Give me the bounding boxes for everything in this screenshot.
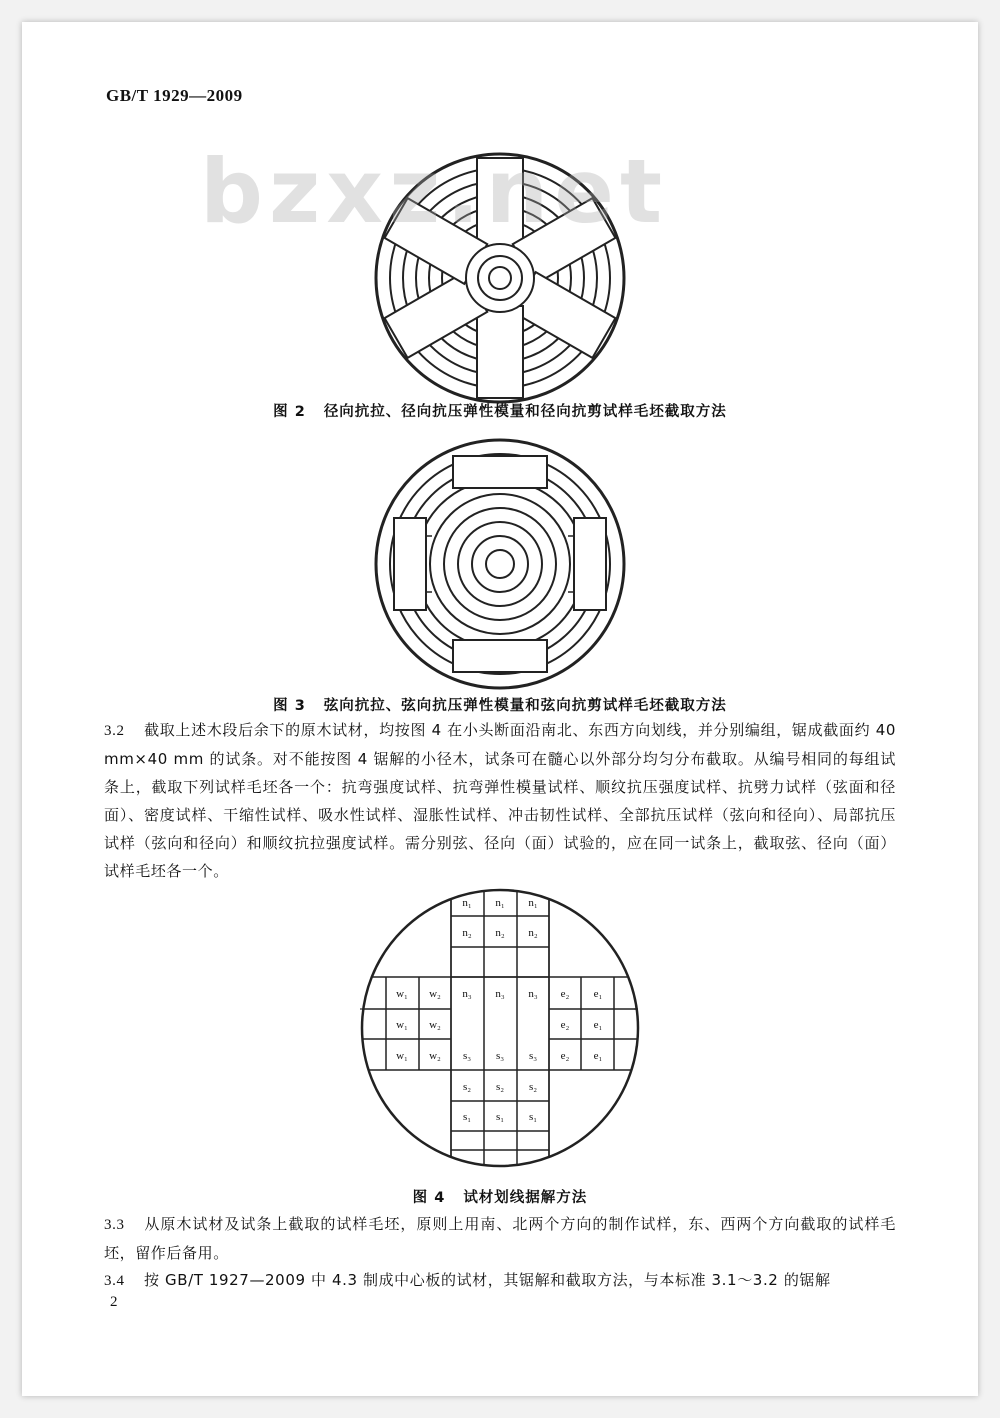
label-w2-c: w₂	[429, 1050, 441, 1062]
figure-2-caption	[22, 400, 978, 421]
label-s3-a: s₃	[462, 1050, 472, 1062]
figure-4-title: 试材划线据解方法	[463, 1190, 588, 1206]
label-n3-c: n₃	[528, 988, 538, 1000]
figure-4-caption	[22, 1186, 978, 1207]
label-n3-a: n₃	[462, 988, 472, 1000]
label-e1-a: e₁	[593, 988, 603, 1000]
figure-2-diagram	[360, 150, 640, 406]
document-page	[22, 22, 978, 1396]
figure-4-diagram	[360, 888, 640, 1168]
section-3-2-number: 3.2	[104, 723, 125, 739]
label-s1-b: s₁	[495, 1111, 505, 1123]
label-w2-a: w₂	[429, 988, 441, 1000]
section-3-3-paragraph	[104, 1210, 896, 1267]
label-e2-a: e₂	[560, 988, 570, 1000]
label-w1-c: w₁	[396, 1050, 408, 1062]
label-n1-a: n₁	[462, 897, 472, 909]
label-w2-b: w₂	[429, 1019, 441, 1031]
figure-2-title: 径向抗拉、径向抗压弹性模量和径向抗剪试样毛坯截取方法	[323, 404, 727, 420]
label-s2-b: s₂	[495, 1081, 505, 1093]
section-3-2-text: 截取上述木段后余下的原木试材，均按图 4 在小头断面沿南北、东西方向划线，并分别编组，锯成截面约 40 mm×40 mm 的试条。对不能按图 4 锯解的小径木，试条可在髓心以外部分均匀分布截取。从编号相同的每组试条上，截取下列试样毛坯各一个：抗弯强度试样、抗弯弹性模量试样、顺纹抗压强度试样、抗劈力试样（弦面和径面）、密度试样、干缩性试样、吸水性试样、湿胀性试样、冲击韧性试样、全部抗压试样（弦向和径向）、局部抗压试样（弦向和径向）和顺纹抗拉强度试样。需分别弦、径向（面）试验的，应在同一试条上，截取弦、径向（面）试样毛坯各一个。	[104, 721, 896, 880]
label-n2-c: n₂	[528, 927, 538, 939]
label-n2-b: n₂	[495, 927, 505, 939]
label-s2-c: s₂	[528, 1081, 538, 1093]
figure-3-title: 弦向抗拉、弦向抗压弹性模量和弦向抗剪试样毛坯截取方法	[323, 698, 727, 714]
label-n1-c: n₁	[528, 897, 538, 909]
label-w1-b: w₁	[396, 1019, 408, 1031]
figure-2-number: 图 2	[273, 404, 306, 420]
watermark: bzxz.net	[200, 140, 669, 243]
label-s1-c: s₁	[528, 1111, 538, 1123]
figure-3-diagram	[360, 436, 640, 692]
label-s2-a: s₂	[462, 1081, 472, 1093]
figure-3-caption	[22, 694, 978, 715]
label-e1-c: e₁	[593, 1050, 603, 1062]
standard-code-header: GB/T 1929—2009	[106, 86, 243, 105]
label-e2-c: e₂	[560, 1050, 570, 1062]
label-e2-b: e₂	[560, 1019, 570, 1031]
label-n1-b: n₁	[495, 897, 505, 909]
label-n3-b: n₃	[495, 988, 505, 1000]
section-3-2-paragraph	[104, 716, 896, 885]
figure-4-number: 图 4	[412, 1190, 446, 1206]
section-3-3-text: 从原木试材及试条上截取的试样毛坯，原则上用南、北两个方向的制作试样，东、西两个方向截取的试样毛坯，留作后备用。	[104, 1215, 896, 1262]
section-3-4-paragraph	[104, 1266, 896, 1295]
label-e1-b: e₁	[593, 1019, 603, 1031]
page-number: 2	[110, 1294, 118, 1310]
label-s3-b: s₃	[495, 1050, 505, 1062]
label-w1-a: w₁	[396, 988, 408, 1000]
label-n2-a: n₂	[462, 927, 472, 939]
figure-3-number: 图 3	[273, 698, 306, 714]
section-3-4-number: 3.4	[104, 1273, 125, 1289]
label-s1-a: s₁	[462, 1111, 472, 1123]
section-3-3-number: 3.3	[104, 1217, 125, 1233]
section-3-4-text: 按 GB/T 1927—2009 中 4.3 制成中心板的试材，其锯解和截取方法，与本标准 3.1～3.2 的锯解	[144, 1271, 831, 1289]
label-s3-c: s₃	[528, 1050, 538, 1062]
